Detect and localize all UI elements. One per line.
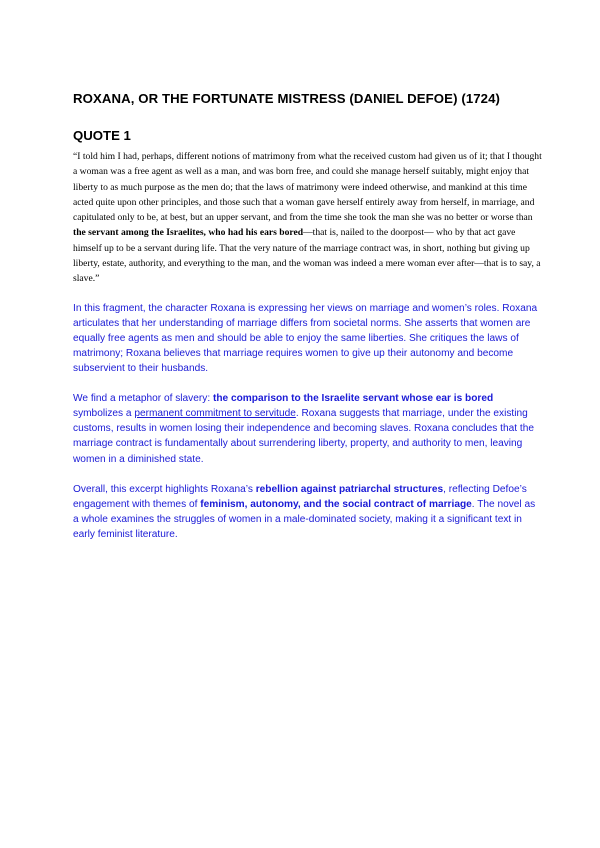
quote-part-1: “I told him I had, perhaps, different notions of matrimony from what the received custom had given us of it; that I thought a woman was a free agent as well as a man, and was born free, and could she manage herself suitably, might enjoy that liberty to as much purpose as the men do; that the laws of matrimony were indeed otherwise, and mankind at this time acted quite upon other principles, and those such that a woman gave herself entirely away from herself, in marriage, and capitulated only to be, at best, but an upper servant, and from the time she took the man she was no better or worse than: [73, 151, 542, 224]
analysis-3-bold-2: feminism, autonomy, and the social contract of marriage: [200, 498, 472, 510]
quote-bold-phrase: the servant among the Israelites, who had his ears bored: [73, 227, 304, 239]
quote-heading: QUOTE 1: [73, 128, 131, 143]
analysis-3-part-b: , reflecting Defoe’s engagement with themes of: [73, 483, 527, 510]
quote-text: [73, 149, 543, 287]
quote-part-2: —that is, nailed to the doorpost— who by that act gave himself up to be a servant during life. That the very nature of the marriage contract was, in short, nothing but giving up liberty, estate, authority, and everything to the man, and the woman was indeed a mere woman ever after—that is to say, a slave.”: [73, 227, 541, 285]
analysis-2-part-a: We find a metaphor of slavery:: [73, 393, 213, 405]
analysis-paragraph-1: In this fragment, the character Roxana is expressing her views on marriage and women’s roles. Roxana articulates that her understanding of marriage differs from societal norms. She asserts that women are equally free agents as men and should be able to enjoy the same liberties. She critiques the laws of matrimony; Roxana believes that marriage requires women to give up their autonomy and become subservient to their husbands.: [73, 302, 538, 375]
document-title: ROXANA, OR THE FORTUNATE MISTRESS (DANIEL DEFOE) (1724): [73, 91, 501, 106]
analysis-2-underline: permanent commitment to servitude: [134, 408, 296, 420]
analysis-paragraph-2: [73, 391, 543, 466]
analysis-2-part-b: symbolizes a: [73, 408, 135, 420]
analysis-paragraph-3: [73, 482, 543, 542]
analysis-3-part-c: . The novel as a whole examines the struggles of women in a male-dominated society, making it a significant text in early feminist literature.: [73, 498, 536, 540]
analysis-3-part-a: Overall, this excerpt highlights Roxana’s: [73, 483, 256, 495]
analysis-2-part-c: . Roxana suggests that marriage, under the existing customs, results in women losing their independence and becoming slaves. Roxana concludes that the marriage contract is fundamentally about surrendering liberty, property, and authority to men, leaving women in a diminished state.: [73, 408, 534, 465]
document-page: [73, 91, 543, 542]
analysis-2-bold: the comparison to the Israelite servant whose ear is bored: [212, 393, 494, 405]
analysis-3-bold-1: rebellion against patriarchal structures: [255, 483, 444, 495]
